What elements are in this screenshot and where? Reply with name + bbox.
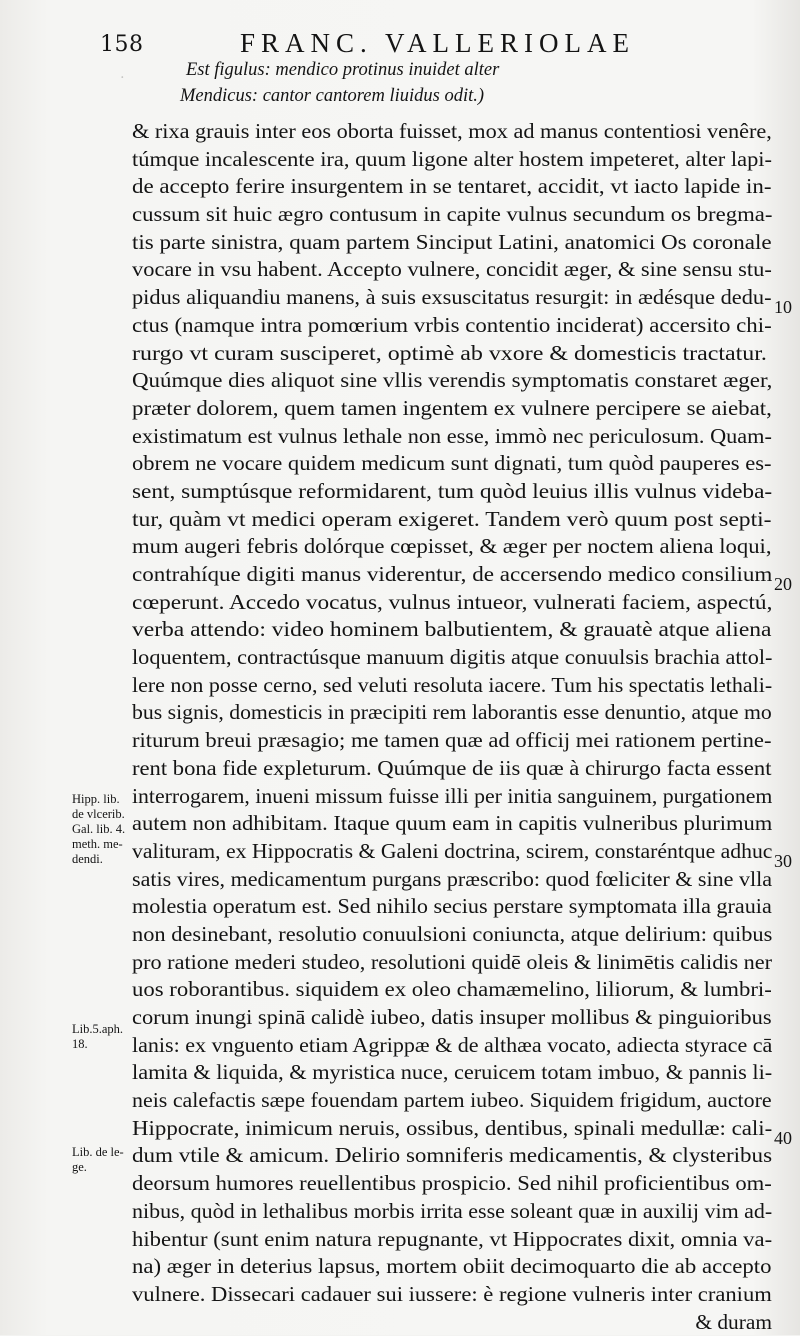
text-line: vocare in vsu habent. Accepto vulnere, concidit æger, & sine sensu stu- (132, 257, 772, 282)
verse-line-1: Est figulus: mendico protinus inuidet alter (186, 60, 500, 80)
text-line: satis vires, medicamentum purgans præscribo: quod fœliciter & sine vlla (132, 866, 773, 891)
page-number: 158 (100, 32, 144, 57)
text-line: bus signis, domesticis in præcipiti rem laborantis esse denuntio, atque mo (132, 700, 772, 725)
text-line: præter dolorem, quem tamen ingentem ex vulnere percipere se aiebat, (132, 395, 772, 420)
catchword-line: & duram (695, 1309, 772, 1334)
text-line: contrahíque digiti manus viderentur, de accersendo medico consilium (132, 562, 773, 586)
text-line: Hippocrate, inimicum neruis, ossibus, dentibus, spinali medullæ: cali- (132, 1115, 773, 1140)
margin-note-line: de vlcerib. (72, 807, 125, 821)
margin-note (72, 792, 142, 867)
margin-note (72, 1145, 142, 1175)
text-line: loquentem, contractúsque manuum digitis atque conuulsis brachia attol- (132, 645, 773, 670)
text-line: lere non posse cerno, sed veluti resoluta iacere. Tum his spectatis lethali- (132, 672, 773, 697)
body-text (132, 118, 772, 1336)
text-line: nibus, quòd in lethalibus morbis irrita esse soleant quæ in auxilij vim ad- (132, 1198, 773, 1223)
text-line: ctus (namque intra pomœrium vrbis contentio inciderat) accersito chi- (132, 312, 772, 337)
text-line: neis calefactis sæpe fouendam partem iubeo. Siquidem frigidum, auctore (132, 1088, 772, 1113)
text-line: tur, quàm vt medici operam exigeret. Tandem verò quum post septi- (132, 506, 772, 531)
line-number: 40 (774, 1128, 792, 1148)
text-line: deorsum humores reuellentibus prospicio. Sed nihil proficientibus om- (132, 1171, 772, 1196)
margin-note-line: dendi. (72, 852, 103, 866)
text-line: & rixa grauis inter eos oborta fuisset, mox ad manus contentiosi venêre, (132, 119, 772, 143)
text-line: obrem ne vocare quidem medicum sunt dignati, tum quòd pauperes es- (132, 451, 772, 476)
text-line: dum vtile & amicum. Delirio somniferis medicamentis, & clysteribus (132, 1143, 773, 1168)
show-through-top: · (120, 70, 125, 86)
margin-note-line: Lib. de le- (72, 1145, 124, 1159)
text-line: sent, sumptúsque reformidarent, tum quòd leuius illis vulnus videba- (132, 478, 773, 503)
text-line: interrogarem, inueni missum fuisse illi per initia sanguinem, purgationem (132, 783, 773, 808)
line-number: 30 (774, 851, 792, 871)
verse-line-2: Mendicus: cantor cantorem liuidus odit.) (180, 86, 485, 106)
text-line: valituram, ex Hippocratis & Galeni doctrina, scirem, constaréntque adhuc (132, 838, 773, 863)
text-line: uos roborantibus. siquidem ex oleo chamæmelino, liliorum, & lumbri- (132, 977, 772, 1002)
text-line: cussum sit huic ægro contusum in capite vulnus secundum os bregma- (132, 202, 773, 227)
line-number: 10 (774, 297, 792, 317)
text-line: molestia operatum est. Sed nihilo secius perstare symptomata illa grauia (132, 894, 772, 919)
text-line: non desinebant, resolutio conuulsioni coniuncta, atque delirium: quibus (132, 921, 773, 946)
text-line: mum augeri febris dolórque cœpisset, & æger per noctem aliena loqui, (132, 534, 772, 559)
running-title: FRANC. VALLERIOLAE (240, 28, 636, 58)
text-line: autem non adhibitam. Itaque quum eam in capitis vulneribus plurimum (132, 811, 773, 836)
line-number: 20 (774, 574, 792, 594)
text-line: cœperunt. Accedo vocatus, vulnus intueor, vulnerati faciem, aspectú, (132, 589, 773, 614)
text-line: hibentur (sunt enim natura repugnante, vt Hippocrates dixit, omnia va- (132, 1226, 773, 1251)
text-line: Quúmque dies aliquot sine vllis verendis symptomatis constaret æger, (132, 368, 773, 393)
text-line: tis parte sinistra, quam partem Sinciput Latini, anatomici Os coronale (132, 229, 772, 254)
margin-note-line: Lib.5.aph. (72, 1022, 124, 1036)
text-line: lanis: ex vnguento etiam Agrippæ & de althæa vocato, adiecta styrace cā (132, 1032, 773, 1057)
text-line: pidus aliquandiu manens, à suis exsuscitatus resurgit: in ædésque dedu- (132, 285, 772, 310)
text-line: rurgo vt curam susciperet, optimè ab vxore & domesticis tractatur. (132, 340, 767, 365)
margin-note-line: Gal. lib. 4. (72, 822, 126, 836)
text-line: de accepto ferire insurgentem in se tentaret, accidit, vt iacto lapide in- (132, 174, 772, 199)
text-line: existimatum est vulnus lethale non esse, immò nec periculosum. Quam- (132, 423, 772, 448)
text-line: lamita & liquida, & myristica nuce, ceruicem totam imbuo, & pannis li- (132, 1060, 773, 1085)
text-line: rent bona fide expleturum. Quúmque de iis quæ à chirurgo facta essent (132, 755, 772, 780)
text-line: corum inungi spinā calidè iubeo, datis insuper mollibus & pinguioribus (132, 1005, 772, 1029)
margin-note-line: Hipp. lib. (72, 792, 120, 806)
text-line: túmque incalescente ira, quum ligone alter hostem impeteret, alter lapi- (132, 146, 773, 171)
text-line: vulnere. Dissecari cadauer sui iussere: è regione vulneris inter cranium (132, 1281, 772, 1306)
margin-note-line: meth. me- (72, 837, 123, 851)
text-line: pro ratione mederi studeo, resolutioni quidē oleis & linimētis calidis ner (132, 949, 773, 974)
margin-note-line: ge. (72, 1160, 87, 1174)
margin-note (72, 1022, 142, 1052)
text-line: riturum breui præsagio; me tamen quæ ad officij mei rationem pertine- (132, 728, 772, 753)
text-line: verba attendo: video hominem balbutientem, & grauatè atque aliena (132, 617, 772, 642)
text-line: na) æger in deterius lapsus, mortem obiit decimoquarto die ab accepto (132, 1254, 772, 1279)
margin-note-line: 18. (72, 1037, 88, 1051)
